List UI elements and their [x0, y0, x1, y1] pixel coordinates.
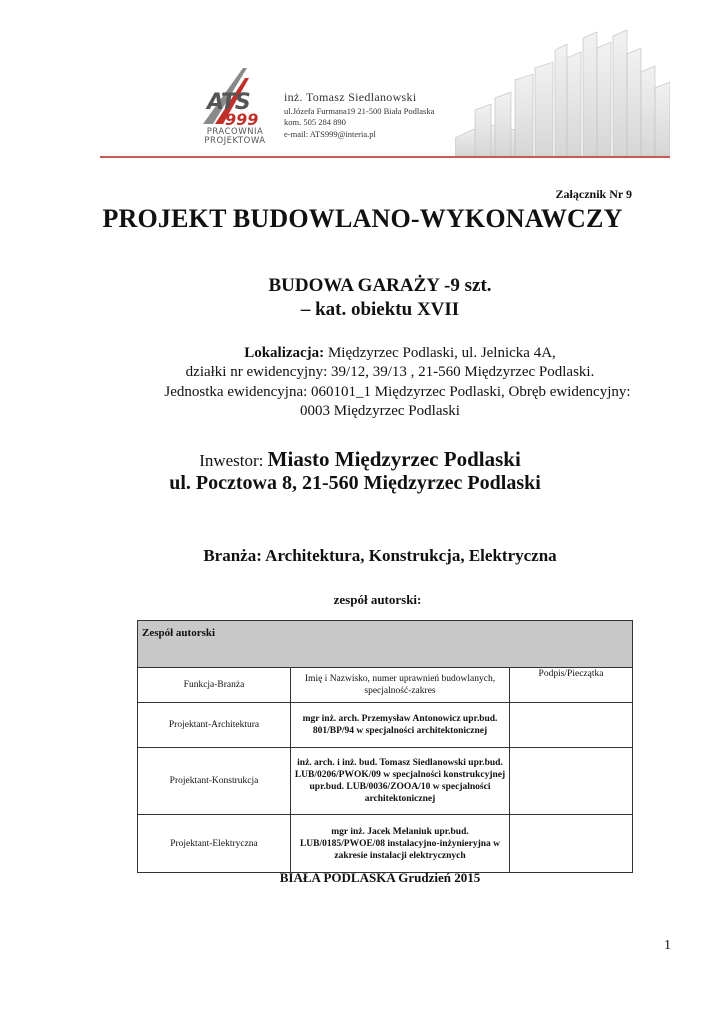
letterhead: [0, 0, 725, 165]
table-row: [138, 748, 633, 815]
location-line-3: Jednostka ewidencyjna: 060101_1 Międzyrzec Podlaski, Obręb ewidencyjny:: [164, 384, 631, 400]
logo-subtitle: [195, 128, 275, 146]
investor-name: Miasto Międzyrzec Podlaski: [267, 447, 521, 471]
header-signature: Podpis/Pieczątka: [510, 668, 633, 703]
location-line-1: [0, 345, 725, 362]
logo-number-text: 999: [225, 110, 259, 129]
table-title: Zespół autorski: [138, 621, 633, 668]
page-number: 1: [664, 938, 671, 953]
location-line-2: działki nr ewidencyjny: 39/12, 39/13 , 21-560 Międzyrzec Podlaski.: [185, 364, 595, 380]
table-header-row: [138, 668, 633, 703]
row-signature: [510, 815, 633, 873]
investor-line: [0, 447, 720, 472]
project-subject: BUDOWA GARAŻY -9 szt.: [268, 275, 492, 296]
authors-table: [137, 620, 633, 873]
attachment-number: Załącznik Nr 9: [555, 187, 632, 201]
logo-subtitle-line1: PRACOWNIA: [206, 127, 264, 137]
row-person: mgr inż. arch. Przemysław Antonowicz upr.bud. 801/BP/94 w specjalności architektonicznej: [291, 703, 510, 748]
place-and-date: BIAŁA PODLASKA Grudzień 2015: [279, 870, 481, 885]
location-label: Lokalizacja:: [244, 345, 325, 361]
row-person: mgr inż. Jacek Melaniuk upr.bud. LUB/0185/PWOE/08 instalacyjno-inżynieryjna w zakresie instalacji elektrycznych: [291, 815, 510, 873]
logo-subtitle-line2: PROJEKTOWA: [204, 136, 266, 146]
table-row: [138, 703, 633, 748]
table-title-row: [138, 621, 633, 668]
row-function: Projektant-Architektura: [138, 703, 291, 748]
project-category: – kat. obiektu XVII: [300, 299, 460, 320]
team-label: zespół autorski:: [333, 592, 422, 607]
city-skyline-illustration: [455, 28, 670, 156]
row-person: inż. arch. i inż. bud. Tomasz Siedlanowski upr.bud. LUB/0206/PWOK/09 w specjalności konstrukcyjnej upr.bud. LUB/0036/ZOOA/10 w specjalności architektonicznej: [291, 748, 510, 815]
investor-address: ul. Pocztowa 8, 21-560 Międzyrzec Podlaski: [169, 472, 541, 494]
row-function: Projektant-Konstrukcja: [138, 748, 291, 815]
row-signature: [510, 748, 633, 815]
header-person: Imię i Nazwisko, numer uprawnień budowlanych, specjalność-zakres: [291, 668, 510, 703]
row-function: Projektant-Elektryczna: [138, 815, 291, 873]
document-title: PROJEKT BUDOWLANO-WYKONAWCZY: [102, 204, 623, 233]
contact-email: e-mail: ATS999@interia.pl: [284, 128, 376, 139]
table-row: [138, 815, 633, 873]
contact-name: inż. Tomasz Siedlanowski: [284, 90, 417, 104]
location-value: Międzyrzec Podlaski, ul. Jelnicka 4A,: [327, 345, 556, 361]
ats-logo: [195, 66, 277, 150]
contact-address: ul.Józefa Furmana19 21-500 Biała Podlaska: [284, 105, 435, 116]
location-line-4: 0003 Międzyrzec Podlaski: [300, 403, 460, 419]
branch-line: Branża: Architektura, Konstrukcja, Elektryczna: [203, 546, 557, 565]
row-signature: [510, 703, 633, 748]
contact-info: [284, 92, 434, 140]
header-divider: [100, 156, 670, 158]
logo-ats-text: ATS: [207, 90, 250, 115]
header-function: Funkcja-Branża: [138, 668, 291, 703]
contact-phone: kom. 505 284 890: [284, 117, 346, 127]
investor-label: Inwestor:: [199, 451, 264, 470]
